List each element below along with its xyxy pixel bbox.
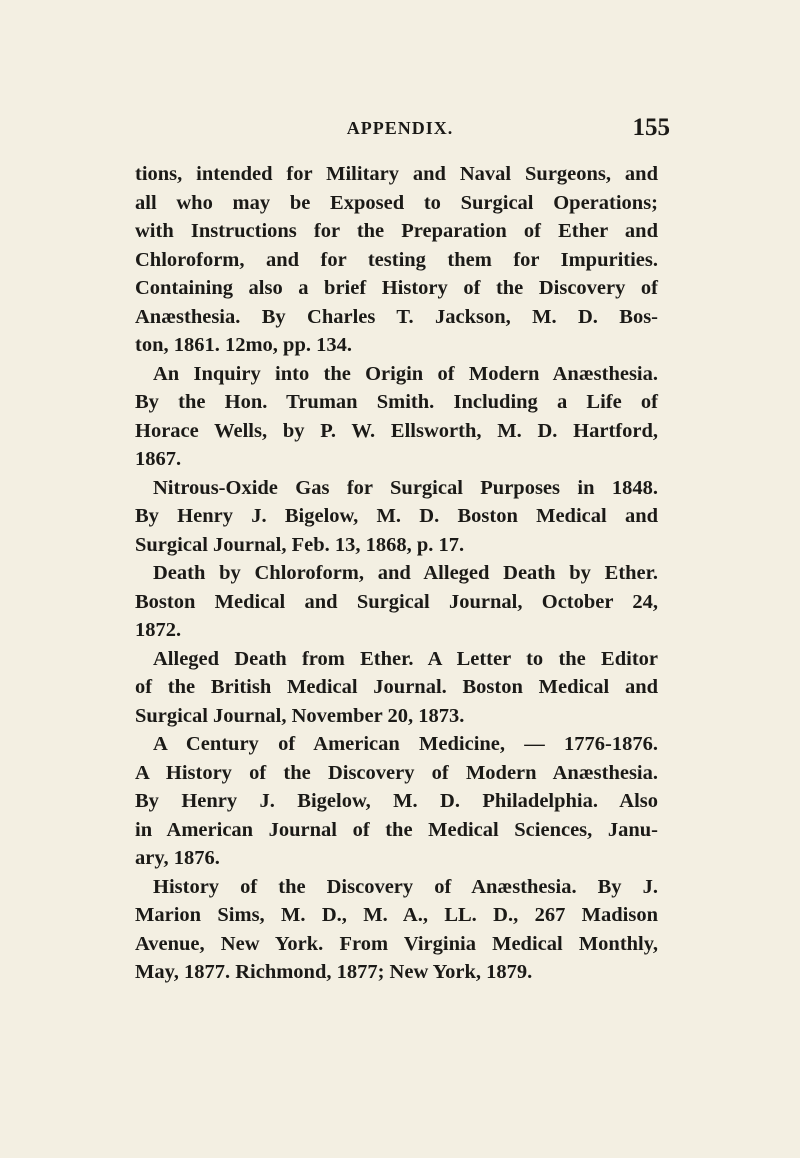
text-line: Alleged Death from Ether. A Letter to the Editor xyxy=(153,647,658,670)
text-line: An Inquiry into the Origin of Modern Anæsthesia. xyxy=(153,362,658,385)
text-line: all who may be Exposed to Surgical Operations; xyxy=(135,191,658,214)
text-line: By Henry J. Bigelow, M. D. Philadelphia. Also xyxy=(135,790,658,812)
running-head xyxy=(130,114,670,148)
text-line: Anæsthesia. By Charles T. Jackson, M. D. Bos- xyxy=(135,305,658,328)
text-line: tions, intended for Military and Naval Surgeons, and xyxy=(135,163,658,185)
text-line: 1872. xyxy=(135,619,182,641)
bibliography-text xyxy=(135,160,658,987)
text-line: By Henry J. Bigelow, M. D. Boston Medical and xyxy=(135,505,658,527)
page-number: 155 xyxy=(632,114,670,141)
text-line: of the British Medical Journal. Boston Medical and xyxy=(135,676,658,698)
text-line: ary, 1876. xyxy=(135,847,220,869)
text-line: A Century of American Medicine, — 1776-1876. xyxy=(153,733,658,755)
text-line: with Instructions for the Preparation of Ether and xyxy=(135,220,658,242)
text-line: History of the Discovery of Anæsthesia. By J. xyxy=(153,875,658,898)
text-line: in American Journal of the Medical Sciences, Janu- xyxy=(135,818,658,841)
text-line: Chloroform, and for testing them for Impurities. xyxy=(135,248,658,271)
running-title: APPENDIX. xyxy=(346,118,454,138)
text-line: Boston Medical and Surgical Journal, October 24, xyxy=(135,590,658,613)
text-line: Containing also a brief History of the Discovery of xyxy=(135,277,658,299)
text-line: May, 1877. Richmond, 1877; New York, 1879. xyxy=(135,961,533,983)
text-line: Avenue, New York. From Virginia Medical Monthly, xyxy=(135,932,658,955)
text-line: Marion Sims, M. D., M. A., LL. D., 267 Madison xyxy=(135,904,658,926)
text-line: Surgical Journal, Feb. 13, 1868, p. 17. xyxy=(135,533,465,556)
text-line: 1867. xyxy=(135,448,182,470)
text-line: A History of the Discovery of Modern Anæsthesia. xyxy=(135,761,658,784)
text-line: ton, 1861. 12mo, pp. 134. xyxy=(135,334,352,356)
text-line: By the Hon. Truman Smith. Including a Life of xyxy=(135,391,658,413)
text-line: Surgical Journal, November 20, 1873. xyxy=(135,704,465,727)
text-line: Death by Chloroform, and Alleged Death by Ether. xyxy=(153,562,658,584)
text-line: Nitrous-Oxide Gas for Surgical Purposes in 1848. xyxy=(153,476,658,499)
text-line: Horace Wells, by P. W. Ellsworth, M. D. Hartford, xyxy=(135,419,658,442)
